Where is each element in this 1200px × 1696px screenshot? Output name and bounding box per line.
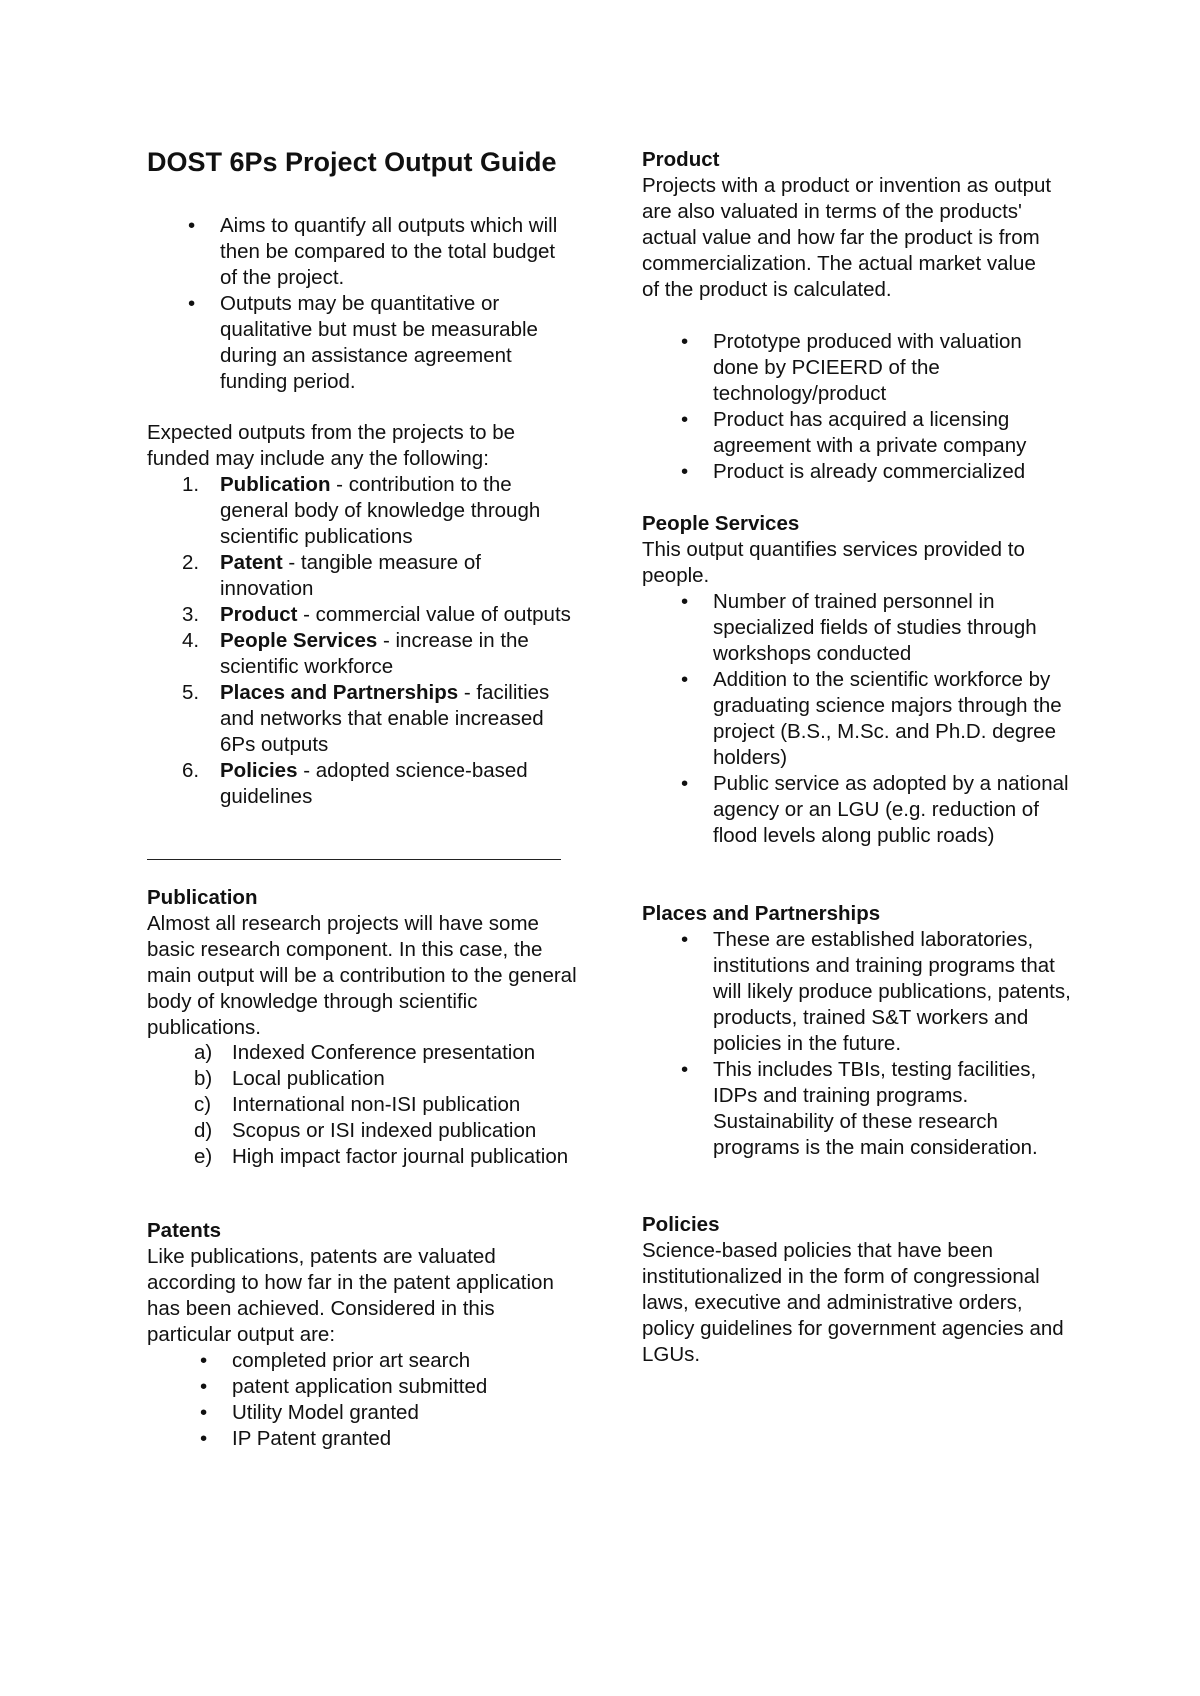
list-item: • Public service as adopted by a national agency or an LGU (e.g. reduction of flood levels along public roads) xyxy=(713,771,1073,849)
list-item: • These are established laboratories, institutions and training programs that will likely produce publications, patents, products, trained S&T workers and policies in the future. xyxy=(713,927,1073,1057)
list-item: • Prototype produced with valuation done by PCIEERD of the technology/product xyxy=(713,329,1073,407)
list-item: • Product has acquired a licensing agreement with a private company xyxy=(713,407,1073,459)
people-services-heading: People Services xyxy=(642,512,800,535)
list-item: • Utility Model granted xyxy=(232,1400,577,1426)
list-item xyxy=(194,1144,577,1170)
list-item xyxy=(182,628,580,680)
list-item-text: Indexed Conference presentation xyxy=(232,1041,536,1064)
list-marker: 1. xyxy=(182,473,200,496)
list-item: • Product is already commercialized xyxy=(713,459,1073,485)
list-item xyxy=(194,1066,577,1092)
list-item: • Outputs may be quantitative or qualitative but must be measurable during an assistance agreement funding period. xyxy=(220,291,575,395)
patents-heading: Patents xyxy=(147,1219,222,1242)
section-divider xyxy=(147,859,561,860)
places-partnerships-heading: Places and Partnerships xyxy=(642,902,881,925)
output-description: - contribution to the general body of knowledge through scientific publications xyxy=(220,473,541,548)
list-item xyxy=(182,758,580,810)
list-marker: 6. xyxy=(182,759,200,782)
document-title: DOST 6Ps Project Output Guide xyxy=(147,147,557,177)
list-marker: 2. xyxy=(182,551,200,574)
output-term: Publication xyxy=(220,473,331,496)
list-item xyxy=(182,472,580,550)
list-marker: 4. xyxy=(182,629,200,652)
output-description: - tangible measure of innovation xyxy=(220,551,481,600)
people-services-body: This output quantifies services provided to people. xyxy=(642,538,1025,587)
patents-list xyxy=(232,1348,577,1452)
list-marker: c) xyxy=(194,1093,212,1116)
publication-heading: Publication xyxy=(147,886,258,909)
expected-outputs-intro: Expected outputs from the projects to be funded may include any the following: xyxy=(147,421,516,470)
list-item-text: International non-ISI publication xyxy=(232,1093,521,1116)
policies-heading: Policies xyxy=(642,1213,720,1236)
list-item xyxy=(194,1040,577,1066)
list-marker: e) xyxy=(194,1145,213,1168)
list-marker: a) xyxy=(194,1041,213,1064)
output-term: Patent xyxy=(220,551,283,574)
expected-outputs-list xyxy=(182,472,580,810)
list-item xyxy=(182,680,580,758)
intro-bullet-list xyxy=(220,213,575,395)
list-item: • Addition to the scientific workforce by graduating science majors through the project (B.S., M.Sc. and Ph.D. degree holders) xyxy=(713,667,1073,771)
list-item-text: Scopus or ISI indexed publication xyxy=(232,1119,537,1142)
output-term: Places and Partnerships xyxy=(220,681,459,704)
people-services-list xyxy=(713,589,1073,849)
list-item: • patent application submitted xyxy=(232,1374,577,1400)
list-item xyxy=(182,550,580,602)
list-item: • This includes TBIs, testing facilities, IDPs and training programs. Sustainability of these research programs is the main consideration. xyxy=(713,1057,1073,1161)
patents-body: Like publications, patents are valuated according to how far in the patent application has been achieved. Considered in this particular output are: xyxy=(147,1245,554,1346)
list-item: • Aims to quantify all outputs which will then be compared to the total budget of the project. xyxy=(220,213,575,291)
places-partnerships-list xyxy=(713,927,1073,1161)
publication-list xyxy=(194,1040,577,1170)
policies-body: Science-based policies that have been institutionalized in the form of congressional laws, executive and administrative orders, policy guidelines for government agencies and LGUs. xyxy=(642,1239,1064,1366)
output-description: - increase in the scientific workforce xyxy=(220,629,529,678)
list-marker: b) xyxy=(194,1067,213,1090)
output-term: Product xyxy=(220,603,298,626)
list-item xyxy=(194,1118,577,1144)
list-marker: 5. xyxy=(182,681,200,704)
product-list xyxy=(713,329,1073,485)
list-marker: 3. xyxy=(182,603,200,626)
list-item: • IP Patent granted xyxy=(232,1426,577,1452)
list-item: • completed prior art search xyxy=(232,1348,577,1374)
list-item-text: Local publication xyxy=(232,1067,385,1090)
output-description: - commercial value of outputs xyxy=(297,603,571,626)
list-item xyxy=(182,602,580,628)
output-description: - adopted science-based guidelines xyxy=(220,759,528,808)
list-marker: d) xyxy=(194,1119,213,1142)
product-body: Projects with a product or invention as output are also valuated in terms of the products' actual value and how far the product is from commercialization. The actual market value of the product is calculated. xyxy=(642,174,1052,301)
list-item-text: High impact factor journal publication xyxy=(232,1145,569,1168)
list-item xyxy=(194,1092,577,1118)
product-heading: Product xyxy=(642,148,720,171)
output-description: - facilities and networks that enable increased 6Ps outputs xyxy=(220,681,550,756)
list-item: • Number of trained personnel in specialized fields of studies through workshops conducted xyxy=(713,589,1073,667)
publication-body: Almost all research projects will have some basic research component. In this case, the main output will be a contribution to the general body of knowledge through scientific publications. xyxy=(147,912,577,1039)
output-term: People Services xyxy=(220,629,378,652)
output-term: Policies xyxy=(220,759,298,782)
